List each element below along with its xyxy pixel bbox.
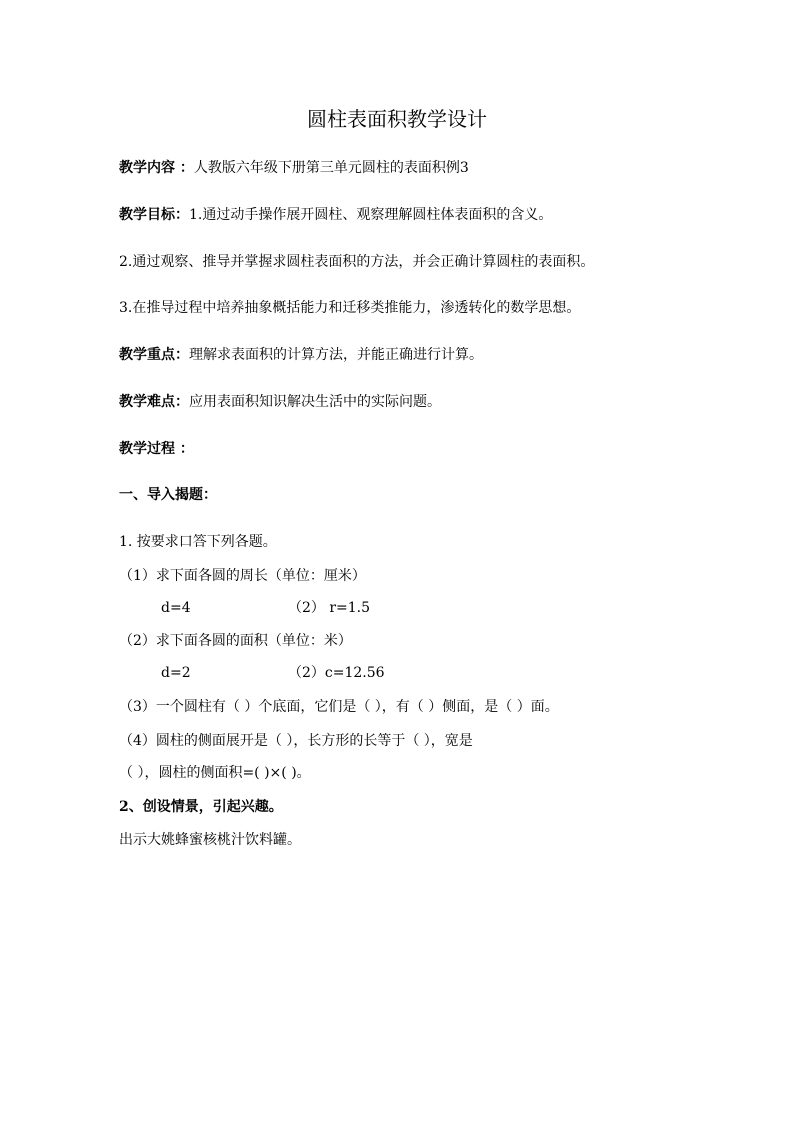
question-3: （3）一个圆柱有（ ）个底面，它们是（ ），有（ ）侧面，是（ ）面。 [119, 699, 559, 715]
question-intro: 1. 按要求口答下列各题。 [119, 534, 277, 550]
key-point-line [119, 345, 483, 365]
teaching-objectives-label: 教学目标： [119, 207, 189, 223]
difficulty-label: 教学难点： [119, 394, 189, 410]
question-1-item-b: （2） r=1.5 [288, 600, 371, 616]
question-2: （2）求下面各圆的面积（单位：米） [119, 633, 352, 649]
teaching-process-label: 教学过程 ： [119, 441, 194, 457]
section-1-heading: 一、导入揭题： [119, 487, 217, 503]
question-1: （1）求下面各圆的周长（单位：厘米） [119, 568, 366, 584]
teaching-objectives-line [119, 205, 552, 225]
difficulty-line [119, 392, 441, 412]
key-point-label: 教学重点： [119, 347, 189, 363]
objective-item-1: 1.通过动手操作展开圆柱、观察理解圆柱体表面积的含义。 [189, 207, 553, 223]
section-2-heading: 2、创设情景，引起兴趣。 [119, 799, 283, 815]
section-2-text: 出示大姚蜂蜜核桃汁饮料罐。 [119, 832, 301, 848]
question-1-item-a: d=4 [161, 600, 191, 616]
question-4-continued: （ ），圆柱的侧面积=( )×( )。 [119, 765, 311, 781]
objective-item-2: 2.通过观察、推导并掌握求圆柱表面积的方法，并会正确计算圆柱的表面积。 [119, 254, 595, 270]
question-2-item-b: （2）c=12.56 [288, 665, 385, 681]
objective-item-3: 3.在推导过程中培养抽象概括能力和迁移类推能力，渗透转化的数学思想。 [119, 300, 581, 316]
question-4: （4）圆柱的侧面展开是（ ），长方形的长等于（ ），宽是 [119, 733, 473, 749]
document-title: 圆柱表面积教学设计 [307, 107, 487, 131]
difficulty-text: 应用表面积知识解决生活中的实际问题。 [189, 394, 441, 410]
teaching-content-line [119, 158, 469, 178]
teaching-content-text: 人教版六年级下册第三单元圆柱的表面积例3 [193, 160, 469, 176]
key-point-text: 理解求表面积的计算方法，并能正确进行计算。 [189, 347, 483, 363]
teaching-content-label: 教学内容 ： [119, 160, 194, 176]
question-2-item-a: d=2 [161, 665, 191, 681]
